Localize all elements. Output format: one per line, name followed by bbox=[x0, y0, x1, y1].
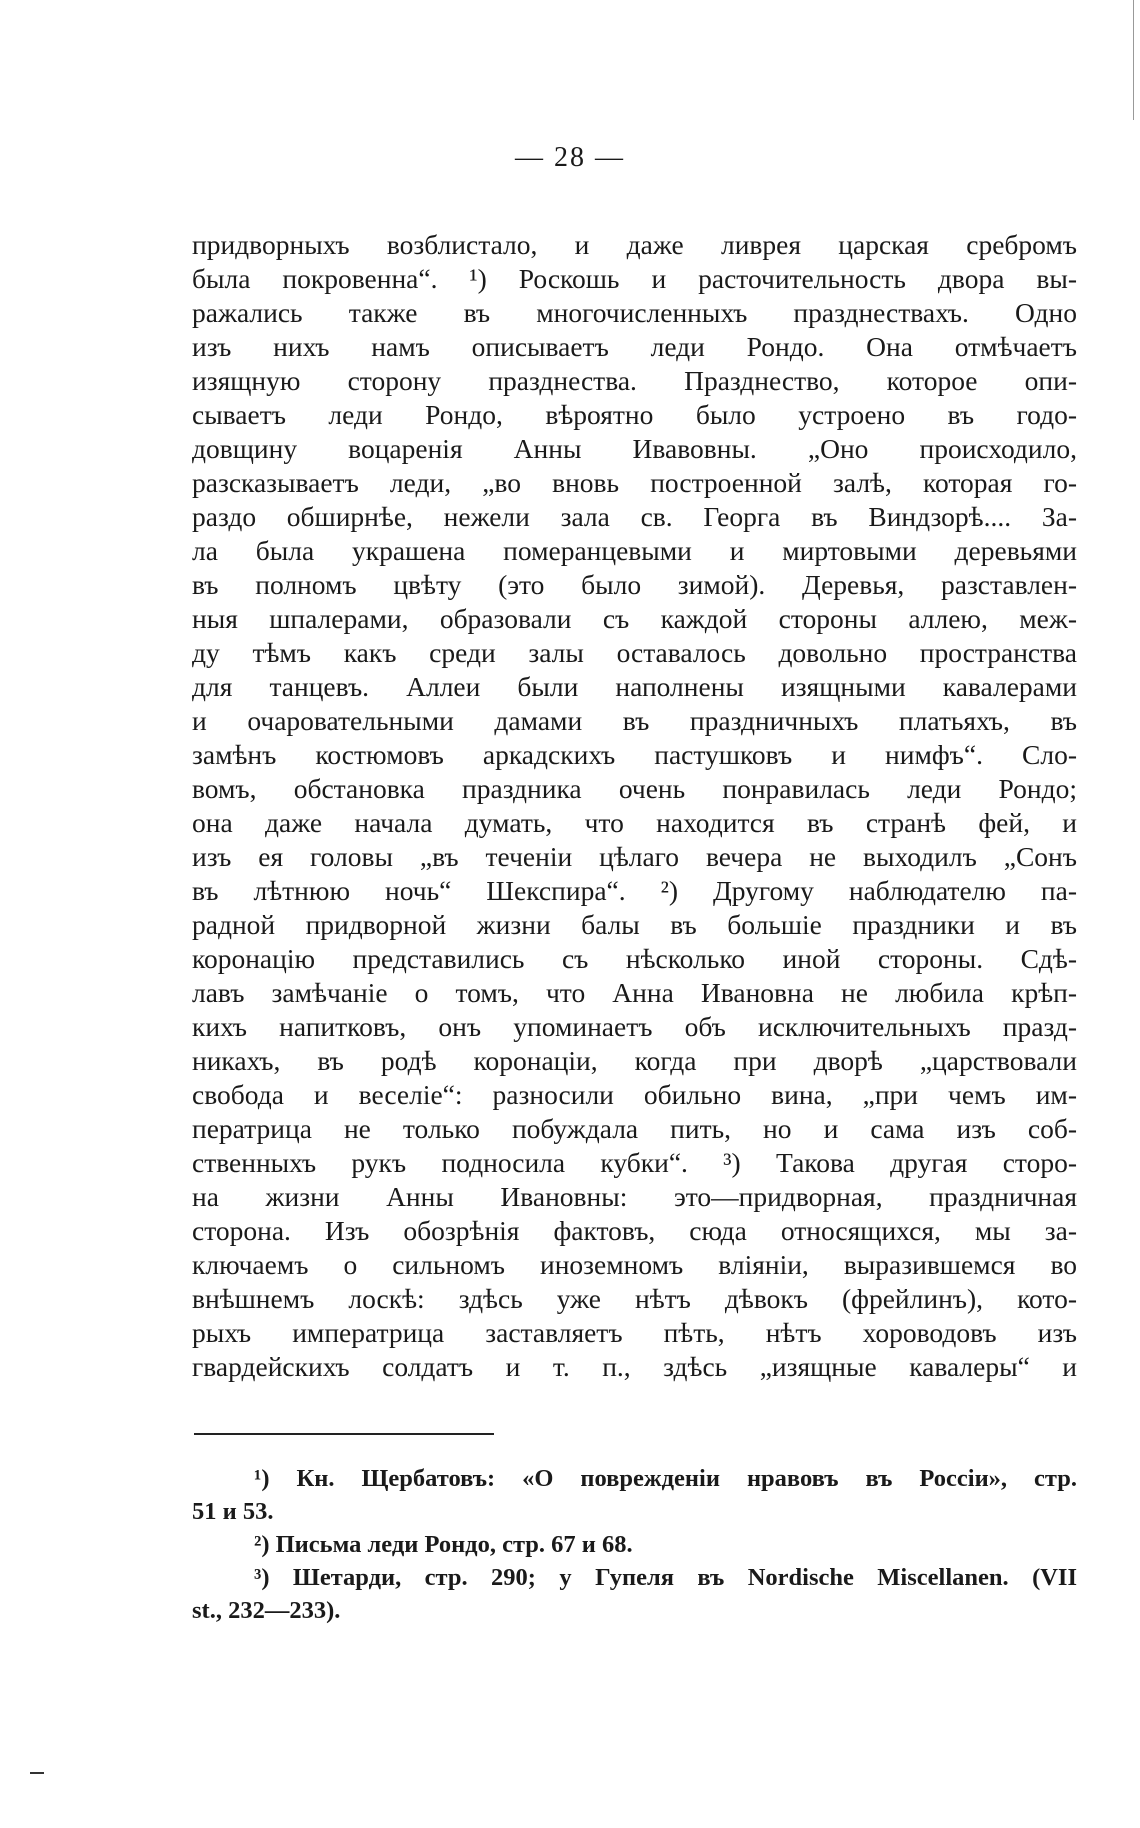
text-line: разсказываетъ леди, „во вновь построенной залѣ, которая го- bbox=[192, 467, 1077, 498]
text-line: ду тѣмъ какъ среди залы оставалось довольно пространства bbox=[192, 637, 1077, 668]
text-line: замѣнъ костюмовъ аркадскихъ пастушковъ и нимфъ“. Сло- bbox=[192, 739, 1077, 770]
text-line: ключаемъ о сильномъ иноземномъ вліяніи, выразившемся во bbox=[192, 1249, 1077, 1280]
footnote-line: ³) Шетарди, стр. 290; у Гупеля въ Nordische Miscellanen. (VII bbox=[254, 1564, 1077, 1591]
text-line: рыхъ императрица заставляетъ пѣть, нѣтъ хороводовъ изъ bbox=[192, 1317, 1077, 1348]
text-line: раздо обширнѣе, нежели зала св. Георга въ Виндзорѣ.... За- bbox=[192, 501, 1077, 532]
text-line: кихъ напитковъ, онъ упоминаетъ объ исключительныхъ празд- bbox=[192, 1011, 1077, 1042]
footnote-line: 51 и 53. bbox=[192, 1498, 274, 1525]
page-number: — 28 — bbox=[515, 142, 625, 173]
footnote-line: ¹) Кн. Щербатовъ: «О поврежденіи нравовъ въ Россіи», стр. bbox=[254, 1465, 1077, 1492]
text-line: никахъ, въ родѣ коронаціи, когда при дворѣ „царствовали bbox=[192, 1045, 1077, 1076]
text-line: радной придворной жизни балы въ большіе праздники и въ bbox=[192, 909, 1077, 940]
text-line: для танцевъ. Аллеи были наполнены изящными кавалерами bbox=[192, 671, 1077, 702]
footnotes bbox=[192, 1462, 1077, 1627]
text-line: гвардейскихъ солдатъ и т. п., здѣсь „изящные кавалеры“ и bbox=[192, 1351, 1077, 1382]
text-line: ственныхъ рукъ подносила кубки“. ³) Такова другая сторо- bbox=[192, 1147, 1077, 1178]
footnote-line: st., 232—233). bbox=[192, 1597, 341, 1624]
text-line: на жизни Анны Ивановны: это—придворная, праздничная bbox=[192, 1181, 1077, 1212]
text-line: изящную сторону празднества. Празднество, которое опи- bbox=[192, 365, 1077, 396]
text-line: лавъ замѣчаніе о томъ, что Анна Ивановна не любила крѣп- bbox=[192, 977, 1077, 1008]
text-line: была покровенна“. ¹) Роскошь и расточительность двора вы- bbox=[192, 263, 1077, 294]
text-line: изъ нихъ намъ описываетъ леди Рондо. Она отмѣчаетъ bbox=[192, 331, 1077, 362]
text-line: сторона. Изъ обозрѣнія фактовъ, сюда относящихся, мы за- bbox=[192, 1215, 1077, 1246]
text-line: сываетъ леди Рондо, вѣроятно было устроено въ годо- bbox=[192, 399, 1077, 430]
text-line: придворныхъ возблистало, и даже ливрея царская сребромъ bbox=[192, 229, 1077, 260]
footnote-separator bbox=[194, 1433, 494, 1435]
text-line: и очаровательными дамами въ праздничныхъ платьяхъ, въ bbox=[192, 705, 1077, 736]
text-line: она даже начала думать, что находится въ странѣ фей, и bbox=[192, 807, 1077, 838]
text-line: вомъ, обстановка праздника очень понравилась леди Рондо; bbox=[192, 773, 1077, 804]
page-edge-mark bbox=[1133, 0, 1134, 120]
text-line: ла была украшена померанцевыми и миртовыми деревьями bbox=[192, 535, 1077, 566]
text-line: довщину воцаренія Анны Ивавовны. „Оно происходило, bbox=[192, 433, 1077, 464]
text-line: коронацію представились съ нѣсколько иной стороны. Сдѣ- bbox=[192, 943, 1077, 974]
footnote-line: ²) Письма леди Рондо, стр. 67 и 68. bbox=[254, 1531, 633, 1558]
body-text bbox=[192, 228, 1077, 1384]
text-line: въ лѣтнюю ночь“ Шекспира“. ²) Другому наблюдателю па- bbox=[192, 875, 1077, 906]
text-line: внѣшнемъ лоскѣ: здѣсь уже нѣтъ дѣвокъ (фрейлинъ), кото- bbox=[192, 1283, 1077, 1314]
text-line: ныя шпалерами, образовали съ каждой стороны аллею, меж- bbox=[192, 603, 1077, 634]
margin-mark bbox=[30, 1772, 44, 1774]
text-line: изъ ея головы „въ теченіи цѣлаго вечера не выходилъ „Сонъ bbox=[192, 841, 1077, 872]
text-line: ператрица не только побуждала пить, но и сама изъ соб- bbox=[192, 1113, 1077, 1144]
text-line: свобода и веселіе“: разносили обильно вина, „при чемъ им- bbox=[192, 1079, 1077, 1110]
text-line: въ полномъ цвѣту (это было зимой). Деревья, разставлен- bbox=[192, 569, 1077, 600]
text-line: ражались также въ многочисленныхъ празднествахъ. Одно bbox=[192, 297, 1077, 328]
